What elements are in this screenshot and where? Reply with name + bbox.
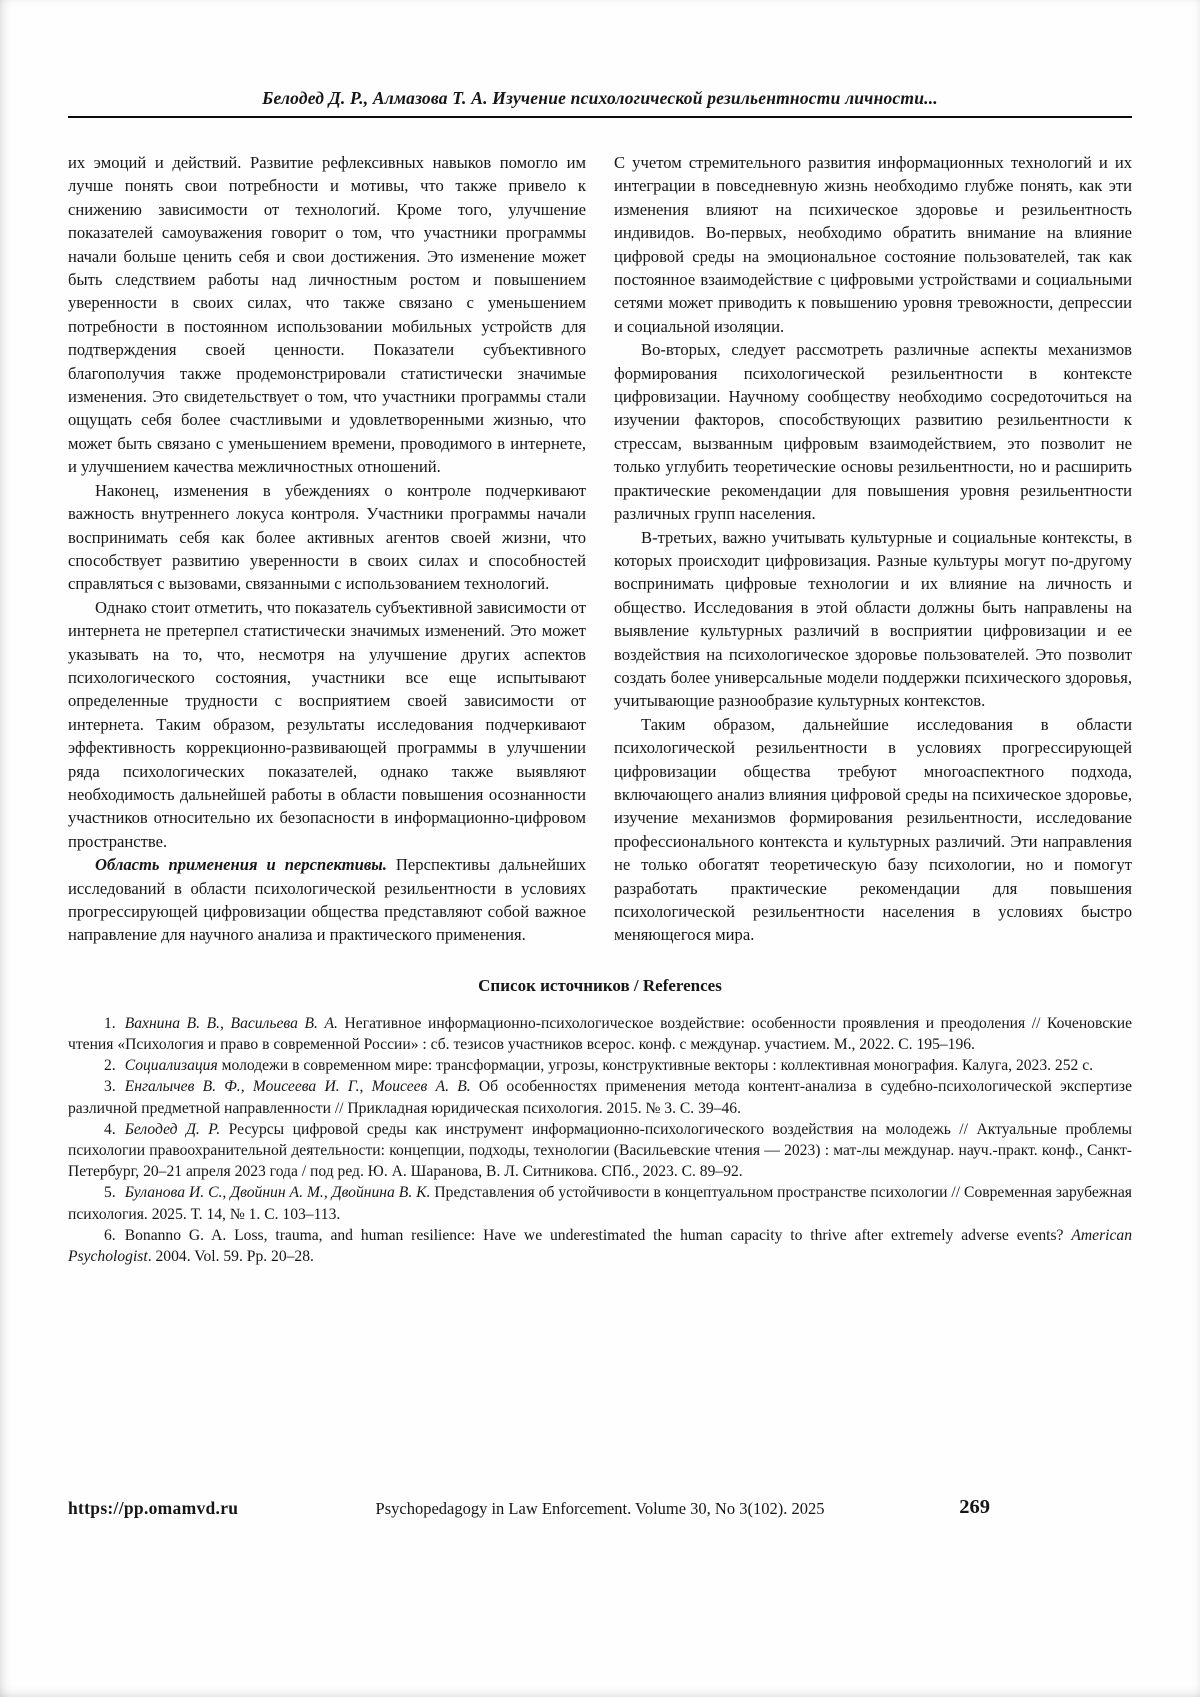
footer (68, 1496, 1132, 1524)
reference-text: молодежи в современном мире: трансформации, угрозы, конструктивные векторы : коллективная монография. Калуга, 2023. 252 с. (217, 1057, 1094, 1075)
paragraph (68, 853, 586, 947)
running-head-title: Белодед Д. Р., Алмазова Т. А. Изучение психологической резильентности личности... (262, 88, 938, 108)
reference-pre-text: Bonanno G. A. Loss, trauma, and human resilience: Have we underestimated the human capacity to thrive after extremely adverse events? (124, 1226, 1072, 1244)
reference-authors: Буланова И. С., Двойнин А. М., Двойнина В. К. (124, 1184, 431, 1202)
reference-number: 3. (104, 1078, 116, 1096)
column-left (68, 151, 586, 947)
journal-name-line: Psychopedagogy in Law Enforcement. Volume 30, No 3(102). 2025 (375, 1499, 825, 1518)
reference-number: 4. (104, 1120, 116, 1138)
reference-authors: Енгалычев В. Ф., Моисеева И. Г., Моисеев А. В. (124, 1078, 471, 1096)
header-rule (68, 116, 1132, 118)
reference-text: Ресурсы цифровой среды как инструмент информационно-психологического воздействия на молодежь // Актуальные проблемы психологии правоохранительной деятельности: концепции, подходы, технологии (Васильевские чтения — 2023) : мат-лы междунар. науч.-практ. конф., Санкт-Петербург, 20–21 апреля 2023 года / под ред. Ю. А. Шаранова, В. Л. Ситникова. СПб., 2023. С. 89–92. (68, 1120, 1133, 1181)
reference-item (68, 1182, 1132, 1224)
reference-text: Представления об устойчивости в концептуальном пространстве психологии // Современная зарубежная психология. 2025. Т. 14, № 1. С. 103–113. (68, 1184, 1132, 1223)
paragraph: Во-вторых, следует рассмотреть различные аспекты механизмов формирования психологической резильентности в контексте цифровизации. Научному сообществу необходимо сосредоточиться на изучении факторов, способствующих развитию резильентности к стрессам, вызванным цифровым взаимодействием, это позволит не только углубить теоретические основы резильентности, но и расширить практические рекомендации для повышения уровня резильентности различных групп населения. (614, 340, 1132, 524)
article-body (68, 151, 1132, 947)
reference-authors: Вахнина В. В., Васильева В. А. (124, 1014, 338, 1032)
reference-item (68, 1013, 1132, 1055)
reference-number: 2. (104, 1057, 116, 1075)
reference-number: 1. (104, 1014, 116, 1032)
reference-authors: Белодед Д. Р. (124, 1120, 221, 1138)
reference-number: 6. (104, 1226, 116, 1244)
reference-item (68, 1076, 1132, 1118)
reference-text: . 2004. Vol. 59. Pp. 20–28. (147, 1248, 314, 1266)
reference-journal-title: American Psychologist (68, 1226, 1132, 1266)
reference-text: Об особенностях применения метода контент-анализа в судебно-психологической экспертизе различной предметной направленности // Прикладная юридическая психология. 2015. № 3. С. 39–46. (68, 1078, 1132, 1117)
paragraph: их эмоций и действий. Развитие рефлексивных навыков помогло им лучше понять свои потребности и мотивы, что также привело к снижению зависимости от технологий. Кроме того, улучшение показателей самоуважения говорит о том, что участники программы начали больше ценить себя и свои достижения. Это изменение может быть следствием работы над личностным ростом и повышением уверенности в своих силах, что также связано с уменьшением потребности в постоянном использовании мобильных устройств для подтверждения своей ценности. Показатели субъективного благополучия также продемонстрировали статистически значимые изменения. Это свидетельствует о том, что участники программы стали ощущать себя более счастливыми и удовлетворенными жизнью, что может быть связано с уменьшением времени, проводимого в интернете, и улучшением качества межличностных отношений. (68, 153, 586, 477)
paragraph: Наконец, изменения в убеждениях о контроле подчеркивают важность внутреннего локуса контроля. Участники программы начали воспринимать себя как более активных агентов своей жизни, что способствует развитию уверенности в своих силах и способностей справляться с вызовами, связанными с использованием технологий. (68, 480, 586, 594)
reference-authors: Социализация (124, 1057, 218, 1075)
page-number: 269 (959, 1496, 990, 1518)
paragraph: В-третьих, важно учитывать культурные и социальные контексты, в которых происходит цифровизация. Разные культуры могут по-другому воспринимать цифровые технологии и их влияние на личность и общество. Исследования в этой области должны быть направлены на выявление культурных различий в восприятии цифровизации и ее воздействия на психологическое здоровье пользователей. Это позволит создать более универсальные модели поддержки психического здоровья, учитывающие разнообразие культурных контекстов. (614, 527, 1132, 711)
column-right (614, 151, 1132, 947)
page-content (68, 0, 1132, 1267)
reference-item (68, 1225, 1132, 1267)
references-section (68, 976, 1132, 1267)
references-heading: Список источников / References (478, 975, 722, 995)
paragraph: Однако стоит отметить, что показатель субъективной зависимости от интернета не претерпел статистически значимых изменений. Это может указывать на то, что, несмотря на улучшение других аспектов психологического состояния, участники все еще испытывают определенные трудности с восприятием своей зависимости от интернета. Таким образом, результаты исследования подчеркивают эффективность коррекционно-развивающей программы в улучшении ряда психологических показателей, однако также выявляют необходимость дальнейшей работы в области повышения осознанности участников относительно их безопасности в информационно-цифровом пространстве. (68, 597, 586, 851)
paragraph: Таким образом, дальнейшие исследования в области психологической резильентности в условиях прогрессирующей цифровизации общества требуют многоаспектного подхода, включающего анализ влияния цифровой среды на психическое здоровье, изучение механизмов формирования резильентности, исследование профессионального контекста и культурных различий. Эти направления не только обогатят теоретическую базу психологии, но и помогут разработать практические рекомендации для повышения психологической резильентности населения в условиях быстро меняющегося мира. (614, 714, 1132, 945)
paragraph: С учетом стремительного развития информационных технологий и их интеграции в повседневную жизнь необходимо глубже понять, как эти изменения влияют на психическое здоровье и резильентность индивидов. Во-первых, необходимо обратить внимание на влияние цифровой среды на эмоциональное состояние пользователей, так как постоянное взаимодействие с цифровыми устройствами и социальными сетями может приводить к повышению уровня тревожности, депрессии и социальной изоляции. (614, 153, 1132, 336)
reference-item (68, 1055, 1132, 1076)
reference-text: Негативное информационно-психологическое воздействие: особенности проявления и преодоления // Коченовские чтения «Психология и право в современной России» : сб. тезисов участников всерос. конф. с междунар. участием. М., 2022. С. 195–196. (68, 1014, 1133, 1054)
paragraph-text: Перспективы дальнейших исследований в области психологической резильентности в условиях прогрессирующей цифровизации общества представляют собой важное направление для научного анализа и практического применения. (68, 855, 587, 945)
section-lead: Область применения и перспективы. (95, 855, 387, 875)
reference-number: 5. (104, 1184, 116, 1202)
reference-item (68, 1119, 1132, 1183)
journal-url[interactable]: https://pp.omamvd.ru (68, 1498, 239, 1518)
